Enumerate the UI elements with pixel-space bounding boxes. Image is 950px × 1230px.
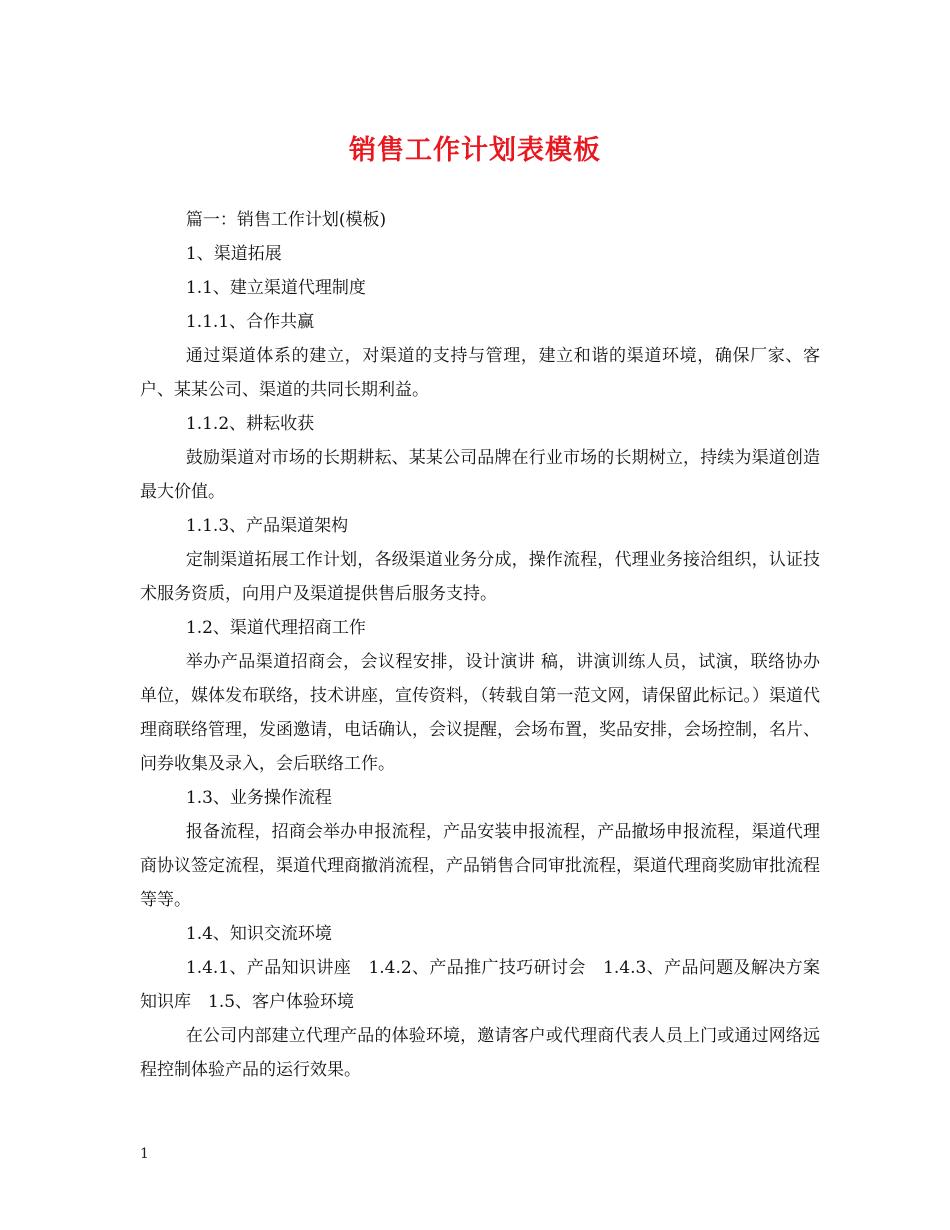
- section-heading: 篇一：销售工作计划(模板): [185, 210, 387, 230]
- section-heading: 1.1.3、产品渠道架构: [185, 516, 349, 536]
- section-heading: 1.1、建立渠道代理制度: [185, 278, 366, 298]
- section-heading: 1.2、渠道代理招商工作: [185, 618, 366, 638]
- document-body: [140, 203, 820, 1087]
- body-paragraph: 在公司内部建立代理产品的体验环境，邀请客户或代理商代表人员上门或通过网络远程控制体验产品的运行效果。: [140, 1026, 820, 1080]
- section-heading: 1.4、知识交流环境: [185, 924, 332, 944]
- body-paragraph: 定制渠道拓展工作计划，各级渠道业务分成，操作流程，代理业务接洽组织，认证技术服务资质，向用户及渠道提供售后服务支持。: [140, 550, 820, 604]
- section-heading: 1.1.1、合作共赢: [185, 312, 315, 332]
- page-number: 1: [140, 1146, 149, 1162]
- body-paragraph: 通过渠道体系的建立，对渠道的支持与管理，建立和谐的渠道环境，确保厂家、客户、某某公司、渠道的共同长期利益。: [140, 346, 820, 400]
- body-paragraph: 报备流程，招商会举办申报流程，产品安装申报流程，产品撤场申报流程，渠道代理商协议签定流程，渠道代理商撤消流程，产品销售合同审批流程，渠道代理商奖励审批流程等等。: [140, 822, 820, 910]
- section-heading: 1.1.2、耕耘收获: [185, 414, 315, 434]
- section-heading: 1.3、业务操作流程: [185, 788, 332, 808]
- section-heading: 1、渠道拓展: [185, 244, 282, 264]
- body-paragraph: 举办产品渠道招商会，会议程安排，设计演讲 稿，讲演训练人员，试演，联络协办单位，媒体发布联络，技术讲座，宣传资料，（转载自第一范文网，请保留此标记。）渠道代理商联络管理，发函邀请，电话确认，会议提醒，会场布置，奖品安排，会场控制，名片、问券收集及录入，会后联络工作。: [140, 652, 820, 774]
- body-paragraph: 1.4.1、产品知识讲座 1.4.2、产品推广技巧研讨会 1.4.3、产品问题及解决方案知识库 1.5、客户体验环境: [140, 958, 820, 1012]
- document-title: 销售工作计划表模板: [349, 135, 601, 166]
- body-paragraph: 鼓励渠道对市场的长期耕耘、某某公司品牌在行业市场的长期树立，持续为渠道创造最大价值。: [140, 448, 820, 502]
